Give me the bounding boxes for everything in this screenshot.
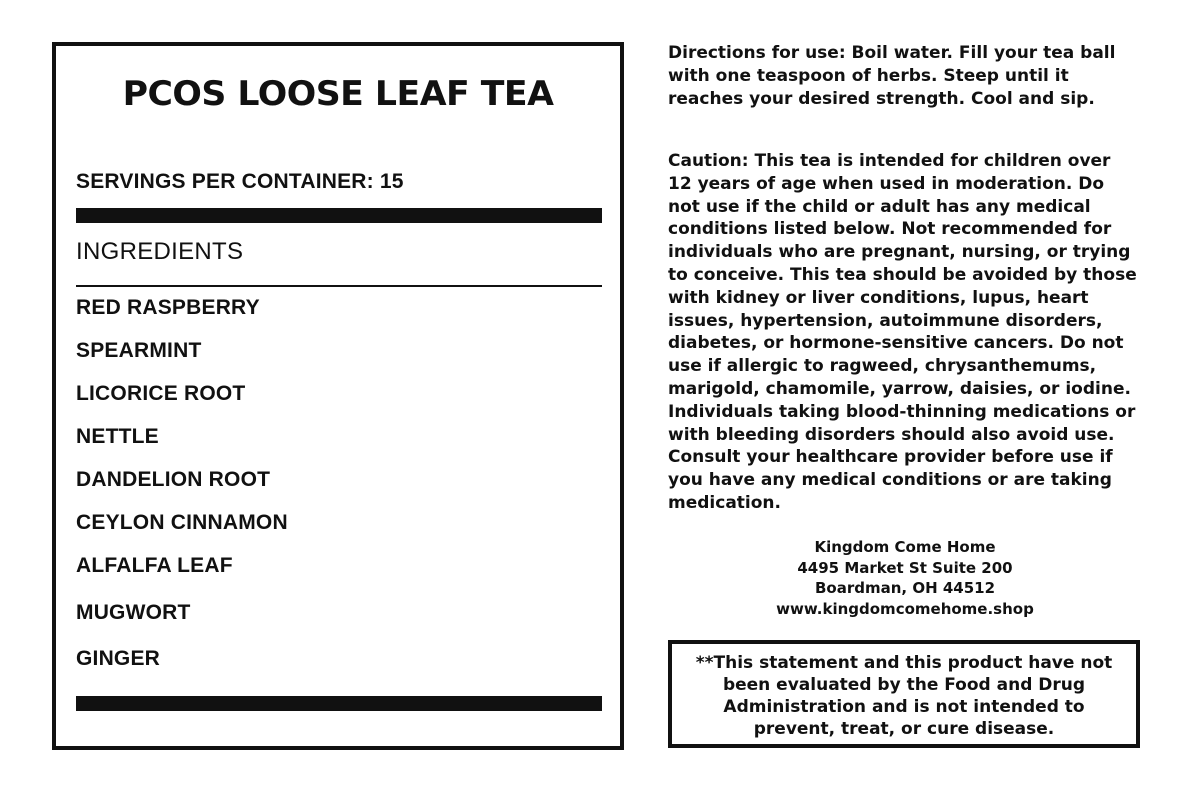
ingredient-item: SPEARMINT [76, 339, 202, 362]
product-title: PCOS LOOSE LEAF TEA [122, 74, 554, 114]
servings-per-container: SERVINGS PER CONTAINER: 15 [76, 170, 404, 193]
ingredient-item: NETTLE [76, 425, 159, 448]
directions-text: Directions for use: Boil water. Fill your tea ball with one teaspoon of herbs. Steep until it reaches your desired strength. Cool and sip. [668, 43, 1116, 109]
street-address: 4495 Market St Suite 200 [797, 558, 1013, 577]
caution-text: Caution: This tea is intended for children over 12 years of age when used in moderation. Do not use if the child or adult has any medical conditions listed below. Not recommended for individuals who are pregnant, nursing, or trying to conceive. This tea should be avoided by those with kidney or liver conditions, lupus, heart issues, hypertension, autoimmune disorders, diabetes, or hormone-sensitive cancers. Do not use if allergic to ragweed, chrysanthemums, marigold, chamomile, yarrow, daisies, or iodine. Individuals taking blood-thinning medications or with bleeding disorders should also avoid use. Consult your healthcare provider before use if you have any medical conditions or are taking medication. [668, 151, 1137, 513]
nutrition-label-panel [52, 42, 624, 750]
ingredient-item: DANDELION ROOT [76, 468, 271, 491]
ingredient-item: GINGER [76, 647, 161, 670]
thick-divider-top [76, 208, 602, 223]
ingredients-heading: INGREDIENTS [76, 238, 244, 265]
company-address [668, 537, 1142, 619]
website-url: www.kingdomcomehome.shop [776, 599, 1034, 618]
thin-divider [76, 285, 602, 287]
city-state-zip: Boardman, OH 44512 [814, 579, 996, 597]
ingredient-item: CEYLON CINNAMON [76, 511, 288, 534]
ingredient-item: MUGWORT [76, 601, 191, 624]
ingredient-item: RED RASPBERRY [76, 296, 260, 319]
company-name: Kingdom Come Home [814, 538, 996, 556]
ingredient-item: ALFALFA LEAF [76, 554, 233, 577]
fda-disclaimer-box [668, 640, 1140, 748]
fda-disclaimer-text: **This statement and this product have not been evaluated by the Food and Drug Administration and is not intended to prevent, treat, or cure disease. [695, 653, 1113, 739]
ingredient-item: LICORICE ROOT [76, 382, 246, 405]
thick-divider-bottom [76, 696, 602, 711]
